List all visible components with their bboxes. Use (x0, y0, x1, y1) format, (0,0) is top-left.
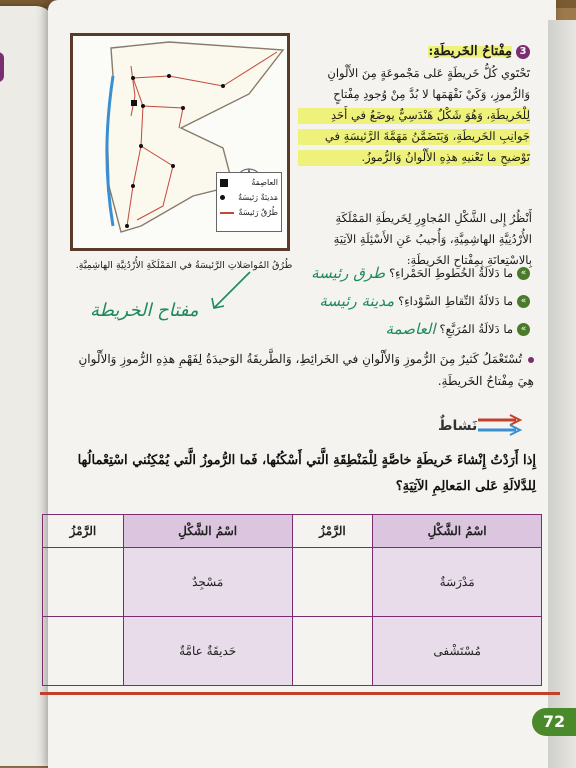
dot-icon (220, 195, 225, 200)
double-chevron-icon: » (517, 295, 530, 308)
intro-line: تَوْضيحِ ما تَعْنيهِ هذِهِ الأَلْوانُ وَالرُّموزُ. (298, 147, 530, 168)
activity-arrows-icon (476, 414, 536, 436)
handwritten-answer: مدينة رئيسة (319, 292, 395, 310)
table-cell-shape: مَدْرَسَةٌ (373, 548, 542, 617)
table-header-shape-name: اسْمُ الشَّكْلِ (373, 515, 542, 548)
intro-paragraph (298, 63, 530, 168)
section-heading (298, 44, 530, 59)
look-line: الأُرْدُنِيَّةِ الهاشِمِيَّةِ، وَأُجيبُ عَنِ الأَسْئِلَةِ الآتِيَةِ (333, 232, 532, 246)
intro-line: لِلْخَريطَةِ، وَهُوَ شَكْلٌ هَنْدَسِيٌّ يوضَعُ في أَحَدِ (298, 105, 530, 126)
symbols-table (42, 514, 542, 686)
summary-text: تُسْتَعْمَلُ كَثيرٌ مِنَ الرُّموزِ وَالأَلْوانِ في الخَرائِطِ، وَالطَّريقَةُ الوَحيدَةُ لِفَهْمِ هذِهِ الرُّموزِ وَالأَلْوانِ هِيَ مِفْتاحُ الخَريطَةِ. (78, 352, 534, 388)
legend-label-roads: طُرُقٌ رَئيسَةٌ (238, 208, 278, 217)
handwritten-answer: طرق رئيسة (311, 264, 386, 282)
intro-line: جَوانِبِ الخَريطَةِ، وَيَتَضَمَّنُ مَهَمَّةَ الرَّئيسَةِ في (298, 126, 530, 147)
table-cell-symbol[interactable] (43, 548, 124, 617)
question-text: ما دَلالَةُ النِّقاطِ السَّوْداءِ؟ (398, 294, 513, 308)
question-text: ما دَلالَةُ المُرَبَّعِ؟ (439, 322, 513, 336)
double-chevron-icon: » (517, 267, 530, 280)
bullet-dot-icon (528, 357, 534, 363)
double-chevron-icon: » (517, 323, 530, 336)
handwritten-map-key-label: مفتاح الخريطة (90, 300, 199, 321)
activity-prompt: إِذا أَرَدْتُ إِنْشاءَ خَريطَةٍ خاصَّةٍ لِلْمَنْطِقَةِ الَّتي أَسْكُنُها، فَما الرُّموزُ الَّتي يُمْكِنُني اسْتِعْمالُها لِلدَّلالَةِ عَلى المَعالِمِ الآتِيَةِ؟ (77, 453, 536, 494)
table-header-shape-name: اسْمُ الشَّكْلِ (123, 515, 292, 548)
question-1 (311, 264, 530, 282)
look-line: أَنْظُرُ إِلى الشَّكْلِ المُجاوِرِ لِخَريطَةِ المَمْلَكَةِ (335, 211, 532, 225)
handwritten-answer: العاصمة (385, 320, 436, 338)
page-number: 72 (532, 708, 576, 736)
table-cell-shape: حَديقَةٌ عامَّةٌ (123, 617, 292, 686)
look-line: بِالاسْتِعانَةِ بِمِفْتاحِ الخَريطَةِ: (406, 253, 532, 267)
square-icon (220, 179, 228, 187)
table-cell-symbol[interactable] (292, 617, 373, 686)
table-header-symbol: الرَّمْزُ (292, 515, 373, 548)
map-caption: طُرُقُ المُواصَلاتِ الرَّئيسَةُ في المَمْلَكَةِ الأُرْدُنِيَّةِ الهاشِمِيَّةِ. (75, 260, 293, 271)
section-number: 3 (516, 45, 530, 59)
table-header-symbol: الرَّمْزُ (43, 515, 124, 548)
table-row (43, 617, 542, 686)
legend-row-capital (220, 175, 278, 190)
question-3 (386, 320, 530, 338)
legend-label-capital: العاصِمَةُ (251, 178, 278, 187)
legend-row-city (220, 190, 278, 205)
summary-bullet (66, 348, 534, 392)
previous-page-tab (0, 52, 4, 82)
table-cell-symbol[interactable] (43, 617, 124, 686)
intro-line: تَحْتَوي كُلُّ خَريطَةٍ عَلى مَجْموعَةٍ مِنَ الأَلْوانِ (327, 66, 530, 80)
page-stack-edge (548, 20, 576, 768)
table-row (43, 548, 542, 617)
red-line-icon (220, 212, 234, 214)
handwritten-arrow-icon (200, 268, 260, 318)
intro-line: وَالرُّموزِ، وَكَيْ نَفْهَمَها لا بُدَّ مِنْ وُجودِ مِفْتاحٍ (333, 87, 530, 101)
look-paragraph (250, 208, 532, 271)
legend-label-city: مَدينَةٌ رَئيسَةٌ (238, 193, 278, 202)
section-intro (298, 44, 530, 168)
table-cell-symbol[interactable] (292, 548, 373, 617)
activity-title: نَشاطٌ (438, 418, 478, 434)
bottom-rule (40, 692, 560, 695)
question-2 (319, 292, 530, 310)
question-text: ما دَلالَةُ الخُطوطِ الحَمْراءِ؟ (389, 266, 513, 280)
table-header-row (43, 515, 542, 548)
section-title: مِفْتاحُ الخَريطَةِ: (428, 44, 512, 59)
table-cell-shape: مَسْجِدٌ (123, 548, 292, 617)
table-cell-shape: مُسْتَشْفى (373, 617, 542, 686)
